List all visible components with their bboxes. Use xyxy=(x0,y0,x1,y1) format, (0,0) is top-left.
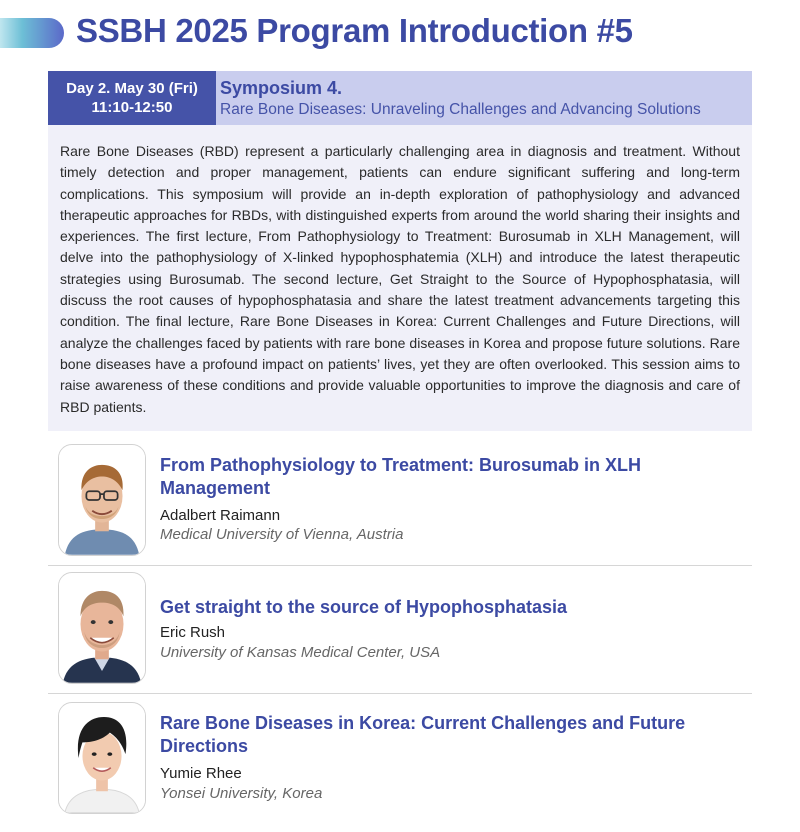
title-accent-bar xyxy=(0,18,64,48)
page-title: SSBH 2025 Program Introduction #5 xyxy=(76,12,633,49)
symposium-subtitle: Rare Bone Diseases: Unraveling Challenges and Advancing Solutions xyxy=(220,101,701,118)
speaker-name: Yumie Rhee xyxy=(160,765,242,782)
speaker-affiliation: University of Kansas Medical Center, USA xyxy=(160,644,441,661)
session-day: Day 2. May 30 (Fri) xyxy=(66,80,198,97)
session-time: 11:10-12:50 xyxy=(91,99,173,116)
speaker-card xyxy=(48,694,752,824)
session-datetime xyxy=(48,71,216,125)
speaker-photo xyxy=(58,702,146,814)
speaker-card xyxy=(48,436,752,566)
session-description: Rare Bone Diseases (RBD) represent a particularly challenging area in diagnosis and treatment. Without timely detection and proper management, patients can endure significant suffering and long-term complications. This symposium will provide an in-depth exploration of pathophysiology and advanced therapeutic approaches for RBDs, with distinguished experts from around the world sharing their insights and experiences. The first lecture, From Pathophysiology to Treatment: Burosumab in XLH Management, will delve into the pathophysiology of X-linked hypophosphatemia (XLH) and introduce the latest therapeutic strategies using Burosumab. The second lecture, Get Straight to the Source of Hypophosphatasia, will discuss the root causes of hypophosphatasia and share the latest treatment advancements targeting this condition. The final lecture, Rare Bone Diseases in Korea: Current Challenges and Future Directions, will analyze the challenges faced by patients with rare bone diseases in Korea and propose future solutions. Rare bone diseases have a profound impact on patients’ lives, yet they are often overlooked. This session aims to raise awareness of these conditions and provide valuable opportunities to improve the diagnosis and care of RBD patients. xyxy=(48,125,752,431)
speaker-name: Adalbert Raimann xyxy=(160,507,281,524)
symposium-title: Symposium 4. xyxy=(220,78,343,98)
talk-title: Get straight to the source of Hypophosphatasia xyxy=(160,597,568,617)
symposium-heading xyxy=(216,71,701,125)
speaker-photo xyxy=(58,444,146,556)
session-header xyxy=(48,71,752,125)
speaker-affiliation: Medical University of Vienna, Austria xyxy=(160,526,404,543)
speaker-affiliation: Yonsei University, Korea xyxy=(160,785,323,802)
talk-title: From Pathophysiology to Treatment: Burosumab in XLH Management xyxy=(160,455,642,498)
speaker-name: Eric Rush xyxy=(160,624,226,641)
speaker-card xyxy=(48,564,752,694)
speaker-photo xyxy=(58,572,146,684)
talk-title: Rare Bone Diseases in Korea: Current Challenges and Future Directions xyxy=(160,713,686,756)
